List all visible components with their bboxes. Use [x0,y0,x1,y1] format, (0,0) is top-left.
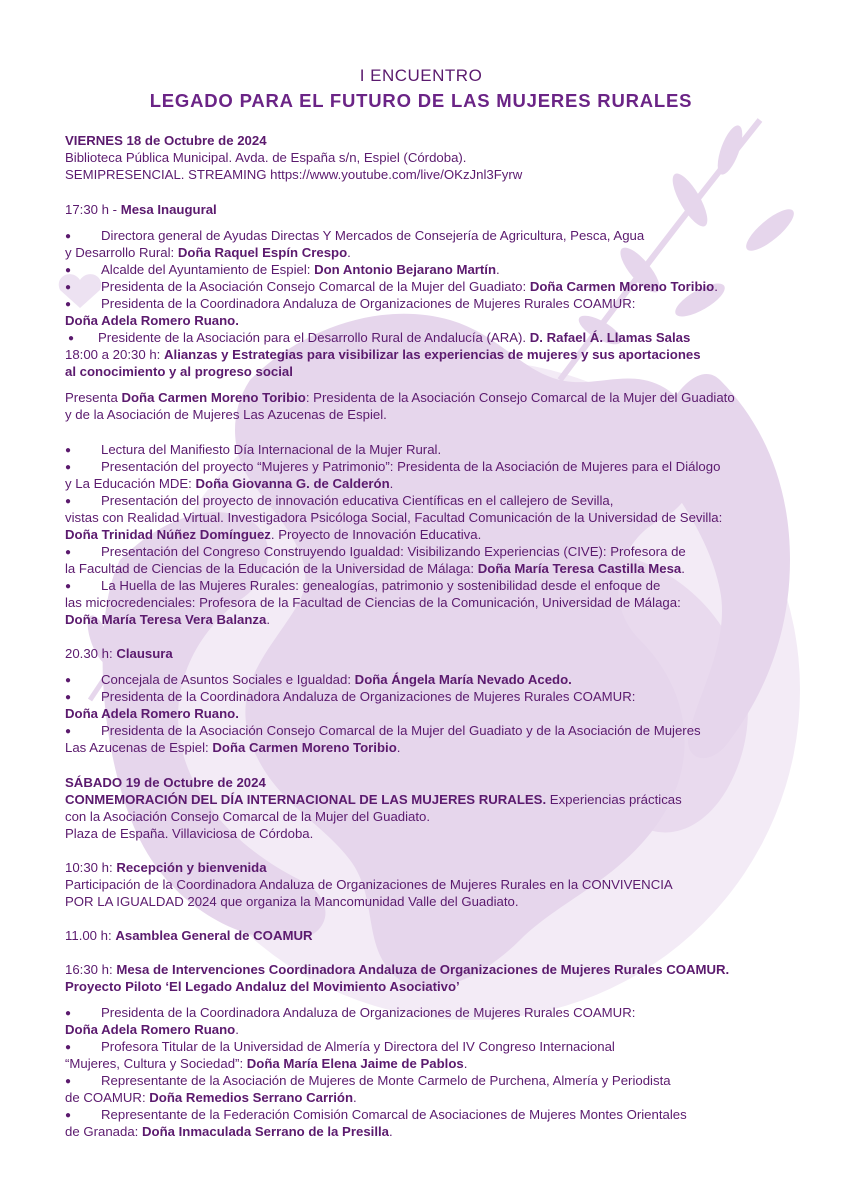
bullet-icon: ● [65,496,72,507]
bullet-icon: ● [65,1076,72,1087]
clausura-heading: 20.30 h: Clausura [65,646,173,661]
list-item-cont: y Desarrollo Rural: Doña Raquel Espín Crespo. [65,245,351,260]
list-item-cont: Doña Trinidad Núñez Domínguez. Proyecto de Innovación Educativa. [65,527,482,542]
list-item: ● Presidente de la Asociación para el Desarrollo Rural de Andalucía (ARA). D. Rafael Á. Llamas Salas [68,330,691,345]
list-item: ● Directora general de Ayudas Directas Y Mercados de Consejería de Agricultura, Pesca, Agua [65,228,645,243]
recepcion-heading: 10:30 h: Recepción y bienvenida [65,860,267,875]
saturday-date: SÁBADO 19 de Octubre de 2024 [65,775,266,790]
mesa-intervenciones-heading-cont: Proyecto Piloto ‘El Legado Andaluz del Movimiento Asociativo’ [65,979,460,994]
friday-venue: Biblioteca Pública Municipal. Avda. de España s/n, Espiel (Córdoba). [65,150,467,165]
saturday-place: Plaza de España. Villaviciosa de Córdoba. [65,826,314,841]
bullet-icon: ● [65,1110,72,1121]
mesa-intervenciones-heading: 16:30 h: Mesa de Intervenciones Coordinadora Andaluza de Organizaciones de Mujeres Rurales COAMUR. [65,962,730,977]
list-item: ● Presentación del Congreso Construyendo Igualdad: Visibilizando Experiencias (CIVE): Profesora de [65,544,686,559]
list-item-cont: Las Azucenas de Espiel: Doña Carmen Moreno Toribio. [65,740,401,755]
list-item: ● Presidenta de la Coordinadora Andaluza de Organizaciones de Mujeres Rurales COAMUR: [65,1005,636,1020]
list-item-cont: Doña Adela Romero Ruano. [65,706,239,721]
bullet-icon: ● [65,282,72,293]
mesa-inaugural-heading: 17:30 h - Mesa Inaugural [65,202,217,217]
list-item-cont: la Facultad de Ciencias de la Educación de la Universidad de Málaga: Doña María Teresa Castilla Mesa. [65,561,685,576]
presenter-line: Presenta Doña Carmen Moreno Toribio: Presidenta de la Asociación Consejo Comarcal de la Mujer del Guadiato [65,390,735,405]
list-item-cont: de COAMUR: Doña Remedios Serrano Carrión. [65,1090,357,1105]
friday-streaming: SEMIPRESENCIAL. STREAMING https://www.youtube.com/live/OKzJnl3Fyrw [65,167,523,182]
bullet-icon: ● [68,333,75,344]
list-item-cont: Doña Adela Romero Ruano. [65,1022,239,1037]
alianzas-heading: 18:00 a 20:30 h: Alianzas y Estrategias para visibilizar las experiencias de mujeres y sus aportaciones [65,347,701,362]
event-title-line1: I ENCUENTRO [359,66,483,85]
list-item-cont: de Granada: Doña Inmaculada Serrano de la Presilla. [65,1124,393,1139]
list-item: ● La Huella de las Mujeres Rurales: genealogías, patrimonio y sostenibilidad desde el enfoque de [65,578,661,593]
list-item: ● Concejala de Asuntos Sociales e Igualdad: Doña Ángela María Nevado Acedo. [65,672,572,687]
list-item-cont: Doña María Teresa Vera Balanza. [65,612,270,627]
bullet-icon: ● [65,547,72,558]
list-item: ● Representante de la Federación Comisión Comarcal de Asociaciones de Mujeres Montes Orientales [65,1107,687,1122]
list-item: ● Presidenta de la Asociación Consejo Comarcal de la Mujer del Guadiato y de la Asociación de Mujeres [65,723,701,738]
saturday-event-cont: con la Asociación Consejo Comarcal de la Mujer del Guadiato. [65,809,431,824]
list-item-cont: “Mujeres, Cultura y Sociedad”: Doña María Elena Jaime de Pablos. [65,1056,468,1071]
alianzas-heading-cont: al conocimiento y al progreso social [65,364,293,379]
bullet-icon: ● [65,726,72,737]
presenter-line-cont: y de la Asociación de Mujeres Las Azucenas de Espiel. [65,407,387,422]
recepcion-text-cont: POR LA IGUALDAD 2024 que organiza la Mancomunidad Valle del Guadiato. [65,894,519,909]
recepcion-text: Participación de la Coordinadora Andaluza de Organizaciones de Mujeres Rurales en la CONVIVENCIA [65,877,673,892]
bullet-icon: ● [65,231,72,242]
bullet-icon: ● [65,581,72,592]
list-item-cont: Doña Adela Romero Ruano. [65,313,239,328]
bullet-icon: ● [65,1042,72,1053]
list-item: ● Presidenta de la Coordinadora Andaluza de Organizaciones de Mujeres Rurales COAMUR: [65,689,636,704]
bullet-icon: ● [65,299,72,310]
bullet-icon: ● [65,675,72,686]
list-item-cont: vistas con Realidad Virtual. Investigadora Psicóloga Social, Facultad Comunicación de la Universidad de Sevilla: [65,510,723,525]
bullet-icon: ● [65,462,72,473]
list-item: ● Lectura del Manifiesto Día Internacional de la Mujer Rural. [65,442,442,457]
bullet-icon: ● [65,1008,72,1019]
list-item-cont: las microcredenciales: Profesora de la Facultad de Ciencias de la Comunicación, Universidad de Málaga: [65,595,681,610]
bullet-icon: ● [65,445,72,456]
saturday-event: CONMEMORACIÓN DEL DÍA INTERNACIONAL DE LAS MUJERES RURALES. Experiencias prácticas [65,792,682,807]
asamblea-heading: 11.00 h: Asamblea General de COAMUR [65,928,313,943]
list-item: ● Profesora Titular de la Universidad de Almería y Directora del IV Congreso Internacional [65,1039,615,1054]
friday-date: VIERNES 18 de Octubre de 2024 [65,133,267,148]
bullet-icon: ● [65,692,72,703]
bullet-icon: ● [65,265,72,276]
list-item-cont: y La Educación MDE: Doña Giovanna G. de Calderón. [65,476,394,491]
list-item: ● Presidenta de la Coordinadora Andaluza de Organizaciones de Mujeres Rurales COAMUR: [65,296,636,311]
list-item: ● Presentación del proyecto “Mujeres y Patrimonio”: Presidenta de la Asociación de Mujeres para el Diálogo [65,459,721,474]
list-item: ● Alcalde del Ayuntamiento de Espiel: Don Antonio Bejarano Martín. [65,262,500,277]
event-title-line2: LEGADO PARA EL FUTURO DE LAS MUJERES RURALES [149,90,693,111]
list-item: ● Presidenta de la Asociación Consejo Comarcal de la Mujer del Guadiato: Doña Carmen Moreno Toribio. [65,279,718,294]
list-item: ● Representante de la Asociación de Mujeres de Monte Carmelo de Purchena, Almería y Periodista [65,1073,671,1088]
list-item: ● Presentación del proyecto de innovación educativa Científicas en el callejero de Sevilla, [65,493,614,508]
